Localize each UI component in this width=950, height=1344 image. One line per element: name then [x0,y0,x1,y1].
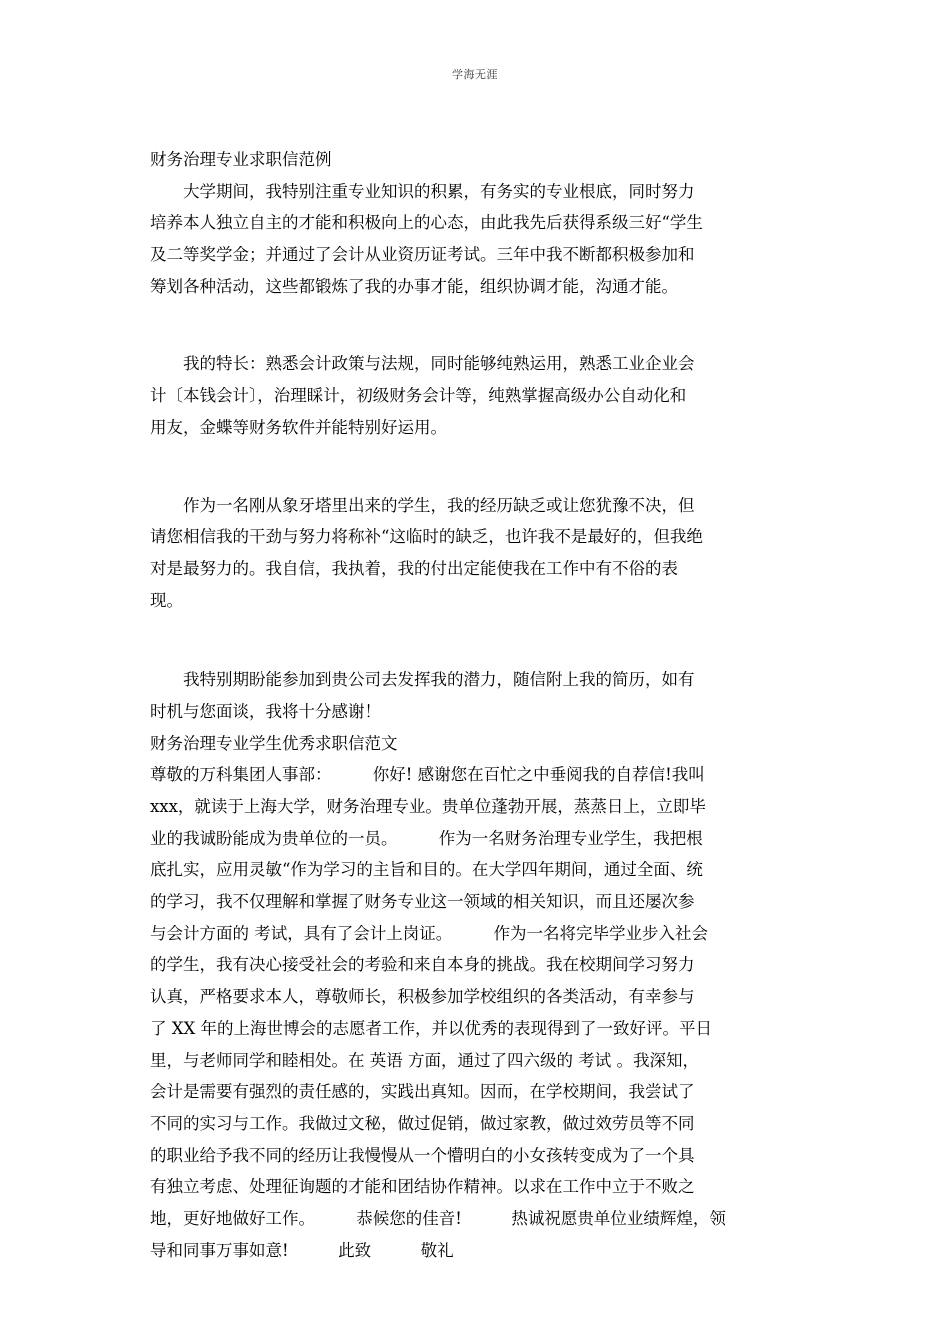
page-header: 学海无涯 [452,68,498,81]
paragraph-education [150,176,800,303]
text-line: 培养本人独立自主的才能和积极向上的心态，由此我先后获得系级三好“学生 [150,213,703,233]
document-body [150,144,800,1266]
text-line: 业的我诚盼能成为贵单位的一员。 作为一名财务治理专业学生，我把根 [150,828,703,848]
paragraph-skills [150,348,800,443]
text-line: 底扎实，应用灵敏“作为学习的主旨和目的。在大学四年期间，通过全面、统 [150,860,703,880]
text-line: 的学习，我不仅理解和掌握了财务专业这一领域的相关知识，而且还屡次参 [150,892,695,912]
text-line: 认真，严格要求本人，尊敬师长，积极参加学校组织的各类活动，有幸参与 [150,987,695,1007]
text-line: 大学期间，我特别注重专业知识的积累，有务实的专业根底，同时努力 [150,181,695,201]
text-line: 尊敬的万科集团人事部： 你好! 感谢您在百忙之中垂阅我的自荐信!我叫 [150,765,705,785]
text-line: 我的特长：熟悉会计政策与法规，同时能够纯熟运用，熟悉工业企业会 [150,354,695,374]
text-line: 时机与您面谈，我将十分感谢！ [150,701,381,721]
paragraph-spacer [150,616,800,664]
text-line: 计〔本钱会计〕，治理睬计，初级财务会计等，纯熟掌握高级办公自动化和 [150,386,687,406]
text-line: 及二等奖学金；并通过了会计从业资历证考试。三年中我不断都积极参加和 [150,245,695,265]
text-line: 筹划各种活动，这些都锻炼了我的办事才能，组织协调才能，沟通才能。 [150,276,678,296]
paragraph-spacer [150,444,800,490]
text-line: 对是最努力的。我自信，我执着，我的付出定能使我在工作中有不俗的表 [150,558,678,578]
paragraph-closing [150,664,800,727]
text-line: 导和同事万事如意! 此致 敬礼 [150,1240,454,1260]
text-line: 请您相信我的干劲与努力将称补“这临时的缺乏，也许我不是最好的，但我绝 [150,527,703,547]
doc-title-2: 财务治理专业学生优秀求职信范文 [150,733,398,753]
text-line: 有独立考虑、处理征询题的才能和团结协作精神。以求在工作中立于不败之 [150,1177,695,1197]
doc-title-1: 财务治理专业求职信范例 [150,150,332,169]
paragraph-letter [150,759,800,1266]
text-line: 了 XX 年的上海世博会的志愿者工作，并以优秀的表现得到了一致好评。平日 [150,1018,712,1038]
text-line: 的学生，我有决心接受社会的考验和来自本身的挑战。我在校期间学习努力 [150,955,695,975]
text-line: 作为一名刚从象牙塔里出来的学生，我的经历缺乏或让您犹豫不决，但 [150,495,695,515]
text-line: 地，更好地做好工作。 恭候您的佳音! 热诚祝愿贵单位业绩辉煌，领 [150,1208,726,1228]
text-line: 我特别期盼能参加到贵公司去发挥我的潜力，随信附上我的简历，如有 [150,670,695,690]
text-line: 会计是需要有强烈的责任感的，实践出真知。因而，在学校期间，我尝试了 [150,1082,695,1102]
text-line: 的职业给予我不同的经历让我慢慢从一个懵明白的小女孩转变成为了一个具 [150,1145,695,1165]
paragraph-attitude [150,490,800,617]
text-line: xxx，就读于上海大学，财务治理专业。贵单位蓬勃开展，蒸蒸日上，立即毕 [150,797,706,816]
text-line: 不同的实习与工作。我做过文秘，做过促销，做过家教，做过效劳员等不同 [150,1113,695,1133]
paragraph-spacer [150,302,800,348]
text-line: 与会计方面的 考试，具有了会计上岗证。 作为一名将完毕学业步入社会 [150,923,708,943]
text-line: 现。 [150,590,183,610]
text-line: 里，与老师同学和睦相处。在 英语 方面，通过了四六级的 考试 。我深知， [150,1050,699,1070]
text-line: 用友，金蝶等财务软件并能特别好运用。 [150,417,447,437]
